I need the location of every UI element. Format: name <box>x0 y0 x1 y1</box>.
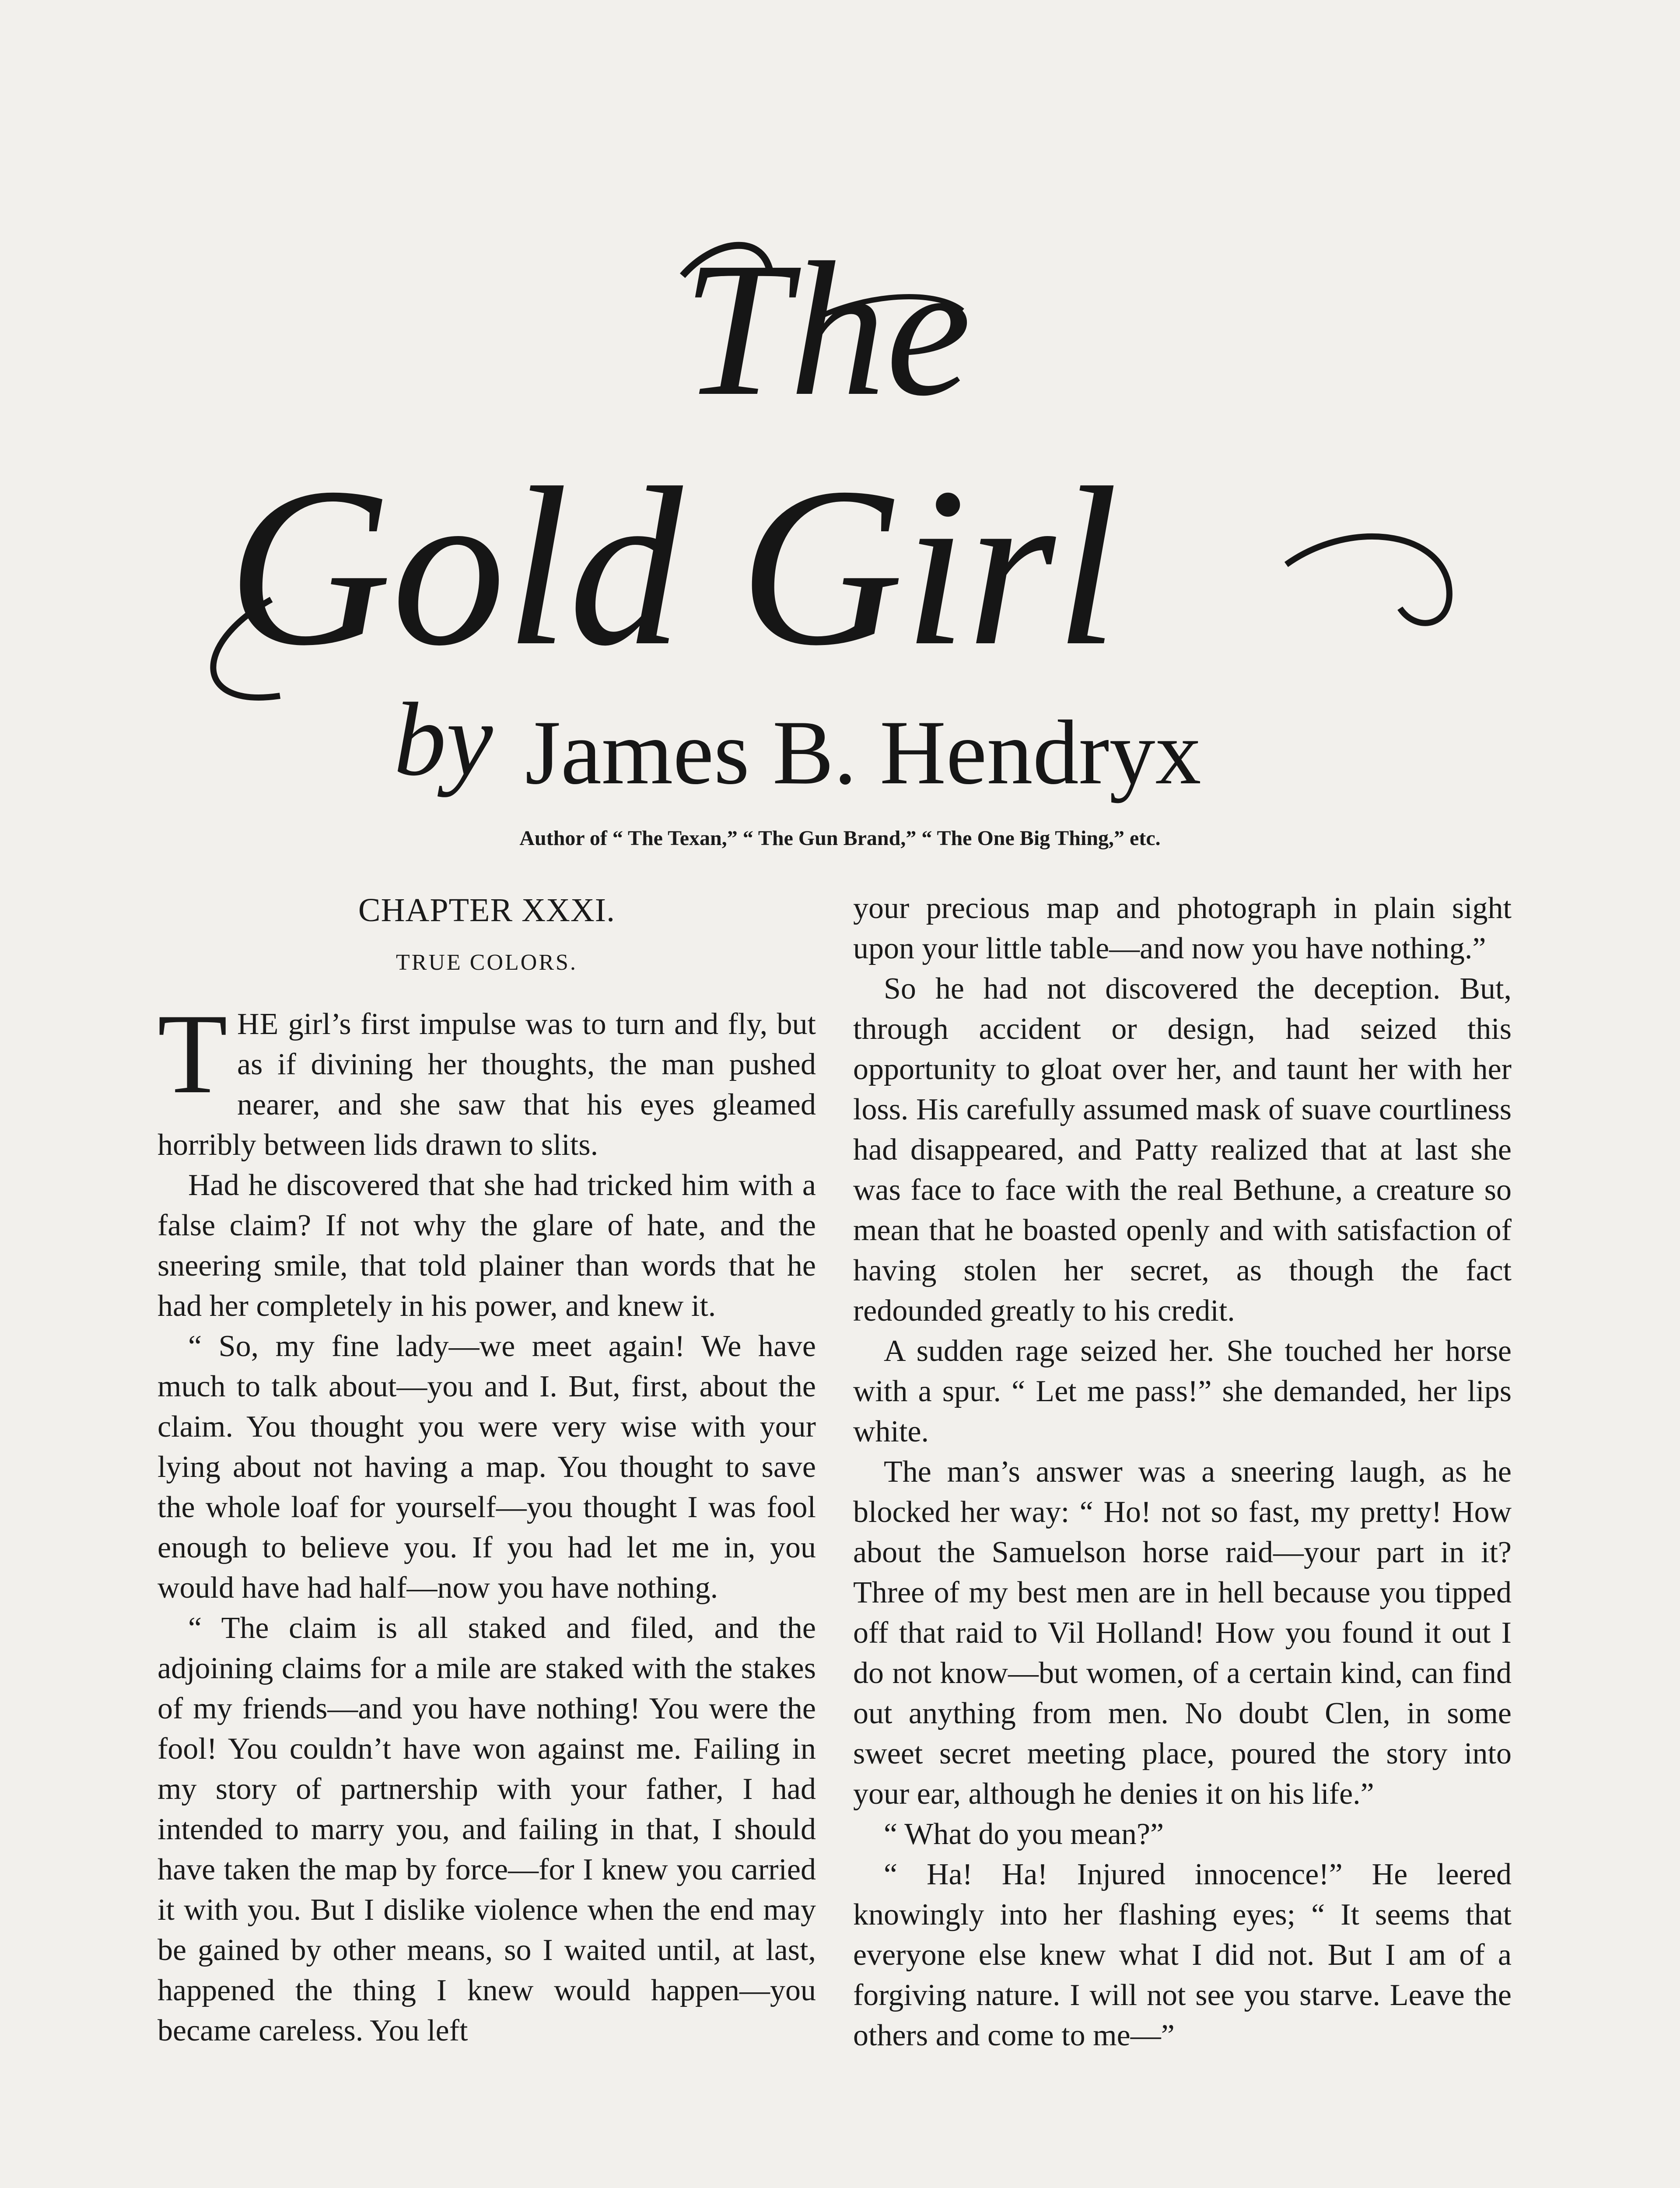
chapter-number: CHAPTER XXXI. <box>358 892 616 929</box>
paragraph-1 <box>158 990 816 1165</box>
author-name: James B. Hendryx <box>525 702 1201 803</box>
paragraph-5: So he had not discovered the deception. But, through accident or design, had seized this opportunity to gloat over her, and taunt her with her loss. His carefully assumed mask of suave courtliness had disappeared, and Patty realized that at last she was face to face with the real Bethune, a creature so mean that he boasted openly and with satisfaction of having stolen her secret, as though the fact redounded greatly to his credit. <box>853 972 1512 1328</box>
flourish-right <box>1286 536 1449 623</box>
paragraph-3: “ So, my fine lady—we meet again! We have much to talk about—you and I. But, first, about the claim. You thought you were very wise with your lying about not having a map. You thought to save the whole loaf for yourself—you thought I was fool enough to believe you. If you had let me in, you would have had half—now you have nothing. <box>158 1329 816 1605</box>
paragraph-1-text: girl’s first impulse was to turn and fly, but as if divining her thoughts, the man pushed nearer, and she saw that his eyes gleamed horribly between lids drawn to slits. <box>158 1007 816 1162</box>
chapter-title: TRUE COLORS. <box>396 950 578 975</box>
title-art <box>166 206 1479 827</box>
author-works: Author of “ The Texan,” “ The Gun Brand,” “ The One Big Thing,” etc. <box>519 827 1161 850</box>
title-line-2: Gold Girl <box>228 441 1119 693</box>
title-line-1: The <box>682 223 971 436</box>
drop-cap: T <box>158 990 228 1117</box>
byline-prefix: by <box>394 681 493 797</box>
column-right <box>853 888 1512 2056</box>
paragraph-7: The man’s answer was a sneering laugh, as he blocked her way: “ Ho! not so fast, my pretty! How about the Samuelson horse raid—your part in it? Three of my best men are in hell because you tipped off that raid to Vil Holland! How you found it out I do not know—but women, of a certain kind, can find out anything from men. No doubt Clen, in some sweet secret meeting place, poured the story into your ear, although he denies it on his life.” <box>853 1455 1512 1811</box>
title-lettering <box>166 206 1479 827</box>
paragraph-2: Had he discovered that she had tricked him with a false claim? If not why the glare of hate, and the sneering smile, that told plainer than words that he had her completely in his power, and knew it. <box>158 1168 816 1323</box>
paragraph-4-continued: your precious map and photograph in plain sight upon your little table—and now you have nothing.” <box>853 891 1512 965</box>
paragraph-9: “ Ha! Ha! Injured innocence!” He leered knowingly into her flashing eyes; “ It seems that everyone else knew what I did not. But I am of a forgiving nature. I will not see you starve. Leave the others and come to me—” <box>853 1858 1512 2052</box>
paragraph-6: A sudden rage seized her. She touched her horse with a spur. “ Let me pass!” she demanded, her lips white. <box>853 1334 1512 1448</box>
lead-caps: HE <box>237 1007 279 1041</box>
paragraph-4: “ The claim is all staked and filed, and the adjoining claims for a mile are staked with the stakes of my friends—and you have nothing! You were the fool! You couldn’t have won against me. Failing in my story of partnership with your father, I had intended to marry you, and failing in that, I should have taken the map by force—for I knew you carried it with you. But I dislike violence when the end may be gained by other means, so I waited until, at last, happened the thing I knew would happen—you became careless. You left <box>158 1611 816 2048</box>
paragraph-8: “ What do you mean?” <box>884 1817 1164 1851</box>
column-left <box>158 888 816 2051</box>
